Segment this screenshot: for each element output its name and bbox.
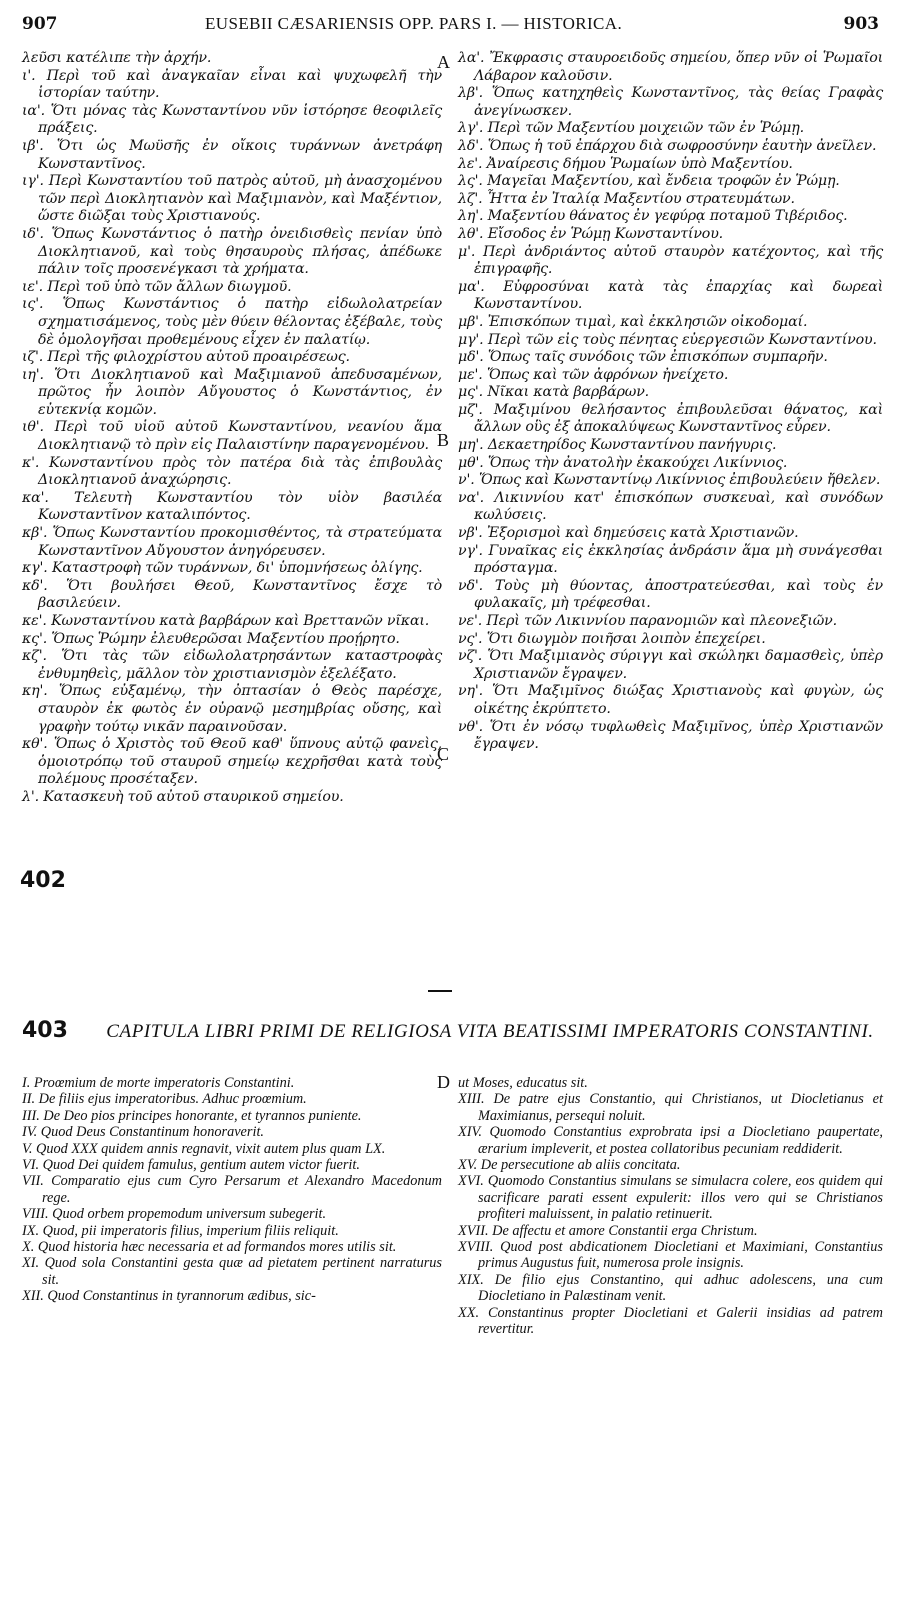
latin-chapter-entry: VII. Comparatio ejus cum Cyro Persarum et Alexandro Macedonum rege. — [22, 1173, 442, 1206]
latin-chapter-entry: I. Proœmium de morte imperatoris Constantini. — [22, 1075, 295, 1091]
greek-chapter-entry: ια'. Ὅτι μόνας τὰς Κωνσταντίνου νῦν ἱστόρησε θεοφιλεῖς πράξεις. — [22, 102, 442, 137]
section-separator — [428, 990, 452, 992]
page-number-right: 903 — [843, 14, 879, 34]
greek-chapter-entry: λς'. Μαγεῖαι Μαξεντίου, καὶ ἔνδεια τροφῶν ἐν Ῥώμῃ. — [458, 173, 840, 190]
greek-chapter-entry: ιθ'. Περὶ τοῦ υἱοῦ αὐτοῦ Κωνσταντίνου, νεανίου ἅμα Διοκλητιανῷ τὸ πρὶν εἰς Παλαιστίνην παραγενομένου. — [22, 419, 442, 454]
latin-chapter-entry: VIII. Quod orbem propemodum universum subegerit. — [22, 1206, 327, 1223]
latin-chapter-entry: X. Quod historia hæc necessaria et ad formandos mores utilis sit. — [22, 1239, 397, 1256]
greek-chapter-entry: κδ'. Ὅτι βουλήσει Θεοῦ, Κωνσταντῖνος ἔσχε τὸ βασιλεύειν. — [22, 577, 442, 612]
greek-chapter-entry: νζ'. Ὅτι Μαξιμιανὸς σύριγγι καὶ σκώληκι δαμασθεὶς, ὑπὲρ Χριστιανῶν ἔγραψεν. — [458, 648, 883, 682]
latin-chapter-list-right — [458, 1075, 883, 1338]
greek-chapter-entry: νς'. Ὅτι διωγμὸν ποιῆσαι λοιπὸν ἐπεχείρει. — [458, 630, 766, 647]
greek-chapter-entry: κς'. Ὅπως Ῥώμην ἐλευθερῶσαι Μαξεντίου προῄρητο. — [22, 630, 400, 647]
greek-chapter-entry: ιγ'. Περὶ Κωνσταντίου τοῦ πατρὸς αὐτοῦ, μὴ ἀνασχομένου τῶν περὶ Διοκλητιανὸν καὶ Μαξιμιανὸν, καὶ Μαξέντιον, ὥστε διῶξαι τοὺς Χριστιανούς. — [22, 173, 442, 225]
greek-chapter-entry: νη'. Ὅτι Μαξιμῖνος διώξας Χριστιανοὺς καὶ φυγὼν, ὡς οἰκέτης ἐκρύπτετο. — [458, 683, 883, 717]
greek-chapter-entry: μγ'. Περὶ τῶν εἰς τοὺς πένητας εὐεργεσιῶν Κωνσταντίνου. — [458, 331, 877, 348]
greek-chapter-entry: λθ'. Εἴσοδος ἐν Ῥώμῃ Κωνσταντίνου. — [458, 225, 724, 242]
latin-chapter-entry: II. De filiis ejus imperatoribus. Adhuc proœmium. — [22, 1091, 307, 1108]
greek-chapter-entry: μδ'. Ὅπως ταῖς συνόδοις τῶν ἐπισκόπων συμπαρῆν. — [458, 349, 828, 366]
greek-chapter-entry: ιδ'. Ὅπως Κωνστάντιος ὁ πατὴρ ὀνειδισθεὶς πενίαν ὑπὸ Διοκλητιανοῦ, καὶ τοὺς θησαυροὺς πλήσας, ἀπέδωκε πάλιν τοῖς προσενέγκασι τὰ χρήματα. — [22, 225, 442, 278]
latin-chapter-entry: XIV. Quomodo Constantius exprobrata ipsi a Diocletiano paupertate, ærarium impleverit, et postea collatoribus pecuniam reddiderit. — [458, 1124, 883, 1157]
latin-chapter-entry: XVIII. Quod post abdicationem Diocletiani et Maximiani, Constantius primus Augustus fuit, numerosa prole insignis. — [458, 1239, 883, 1272]
latin-chapter-entry: IV. Quod Deus Constantinum honoraverit. — [22, 1124, 264, 1141]
greek-chapter-entry: μς'. Νῖκαι κατὰ βαρβάρων. — [458, 384, 650, 401]
greek-chapter-entry: νε'. Περὶ τῶν Λικιννίου παρανομιῶν καὶ πλεονεξιῶν. — [458, 613, 837, 629]
greek-chapter-entry: λγ'. Περὶ τῶν Μαξεντίου μοιχειῶν τῶν ἐν Ῥώμῃ. — [458, 120, 804, 137]
greek-chapter-entry: νδ'. Τοὺς μὴ θύοντας, ἀποστρατεύεσθαι, καὶ τοὺς ἐν φυλακαῖς, μὴ τρέφεσθαι. — [458, 577, 883, 612]
greek-chapter-entry: να'. Λικιννίου κατ' ἐπισκόπων συσκευαὶ, καὶ συνόδων κωλύσεις. — [458, 489, 883, 524]
greek-chapter-entry: ιε'. Περὶ τοῦ ὑπὸ τῶν ἄλλων διωγμοῦ. — [22, 278, 292, 295]
latin-chapter-entry: XI. Quod sola Constantini gesta quæ ad pietatem pertinent narraturus sit. — [22, 1255, 442, 1288]
greek-chapter-entry: μ'. Περὶ ἀνδριάντος αὐτοῦ σταυρὸν κατέχοντος, καὶ τῆς ἐπιγραφῆς. — [458, 243, 883, 278]
running-head — [0, 10, 901, 40]
latin-chapter-entry: VI. Quod Dei quidem famulus, gentium autem victor fuerit. — [22, 1157, 360, 1174]
margin-letter-b: B — [437, 430, 450, 450]
latin-chapter-entry: III. De Deo pios principes honorante, et tyrannos puniente. — [22, 1107, 362, 1124]
greek-chapter-entry: κα'. Τελευτὴ Κωνσταντίου τὸν υἱὸν βασιλέα Κωνσταντῖνον καταλιπόντος. — [22, 489, 442, 524]
running-title: EUSEBII CÆSARIENSIS OPP. PARS I. — HISTORICA. — [205, 14, 623, 33]
greek-chapter-list-right — [458, 50, 883, 754]
latin-chapter-entry: ut Moses, educatus sit. — [458, 1075, 588, 1091]
greek-chapter-entry: λη'. Μαξεντίου θάνατος ἐν γεφύρᾳ ποταμοῦ Τιβέριδος. — [458, 208, 848, 225]
greek-chapter-entry: κε'. Κωνσταντίνου κατὰ βαρβάρων καὶ Βρεττανῶν νῖκαι. — [22, 613, 430, 629]
greek-chapter-entry: κγ'. Καταστροφὴ τῶν τυράννων, δι' ὑπομνήσεως ὀλίγης. — [22, 560, 423, 577]
latin-chapter-entry: XIX. De filio ejus Constantino, qui adhuc adolescens, una cum Diocletiano in Palæstinam venit. — [458, 1271, 883, 1305]
greek-chapter-entry: λα'. Ἔκφρασις σταυροειδοῦς σημείου, ὅπερ νῦν οἱ Ῥωμαῖοι Λάβαρον καλοῦσιν. — [458, 50, 883, 84]
greek-chapter-entry: νβ'. Ἐξορισμοὶ καὶ δημεύσεις κατὰ Χριστιανῶν. — [458, 525, 799, 542]
margin-letter-c: C — [437, 744, 450, 764]
latin-chapter-entry: XVII. De affectu et amore Constantii erga Christum. — [458, 1222, 758, 1239]
greek-chapter-entry: νθ'. Ὅτι ἐν νόσῳ τυφλωθεὶς Μαξιμῖνος, ὑπὲρ Χριστιανῶν ἔγραψεν. — [458, 718, 883, 753]
greek-chapter-entry: ιβ'. Ὅτι ὡς Μωϋσῆς ἐν οἴκοις τυράννων ἀνετράφη Κωνσταντῖνος. — [22, 137, 442, 172]
greek-chapter-entry: ν'. Ὅπως καὶ Κωνσταντίνῳ Λικίννιος ἐπιβουλεύειν ἤθελεν. — [458, 472, 881, 489]
page-number-left: 907 — [22, 14, 58, 34]
margin-letter-a: A — [437, 52, 450, 72]
greek-chapter-entry: λε'. Ἀναίρεσις δήμου Ῥωμαίων ὑπὸ Μαξεντίου. — [458, 155, 793, 172]
greek-chapter-entry: λβ'. Ὅπως κατηχηθεὶς Κωνσταντῖνος, τὰς θείας Γραφὰς ἀνεγίνωσκεν. — [458, 85, 883, 119]
greek-chapter-entry: ι'. Περὶ τοῦ καὶ ἀναγκαῖαν εἶναι καὶ ψυχωφελῆ τὴν ἱστορίαν ταύτην. — [22, 67, 442, 102]
section-heading: CAPITULA LIBRI PRIMI DE RELIGIOSA VITA BEATISSIMI IMPERATORIS CONSTANTINI. — [106, 1021, 874, 1042]
greek-chapter-entry: λδ'. Ὅπως ἡ τοῦ ἐπάρχου διὰ σωφροσύνην ἑαυτὴν ἀνεῖλεν. — [458, 137, 877, 154]
greek-chapter-entry: λεῦσι κατέλιπε τὴν ἀρχήν. — [22, 50, 212, 66]
greek-chapter-entry: κ'. Κωνσταντίνου πρὸς τὸν πατέρα διὰ τὰς ἐπιβουλὰς Διοκλητιανοῦ ἀναχώρησις. — [22, 454, 442, 489]
latin-chapter-entry: V. Quod XXX quidem annis regnavit, vixit autem plus quam LX. — [22, 1140, 386, 1157]
greek-chapter-entry: λ'. Κατασκευὴ τοῦ αὐτοῦ σταυρικοῦ σημείου. — [22, 788, 344, 805]
column-marker-403: 403 — [22, 1018, 68, 1043]
greek-chapter-entry: με'. Ὅπως καὶ τῶν ἀφρόνων ἠνείχετο. — [458, 366, 729, 383]
latin-chapter-entry: XVI. Quomodo Constantius simulans se simulacra colere, eos quidem qui sacrificare parati essent expulerit: illos vero qui se Christianos profiteri maluissent, in palatio retinuerit. — [458, 1173, 883, 1223]
greek-chapter-entry: κθ'. Ὅπως ὁ Χριστὸς τοῦ Θεοῦ καθ' ὕπνους αὐτῷ φανεὶς, ὁμοιοτρόπῳ τοῦ σταυροῦ σημείῳ κεχρῆσθαι κατὰ τοὺς πολέμους προσέταξεν. — [22, 736, 442, 788]
greek-chapter-entry: ιη'. Ὅτι Διοκλητιανοῦ καὶ Μαξιμιανοῦ ἀπεδυσαμένων, πρῶτος ἦν λοιπὸν Αὔγουστος ὁ Κωνστάντιος, ἐν εὐτεκνίᾳ κομῶν. — [22, 366, 442, 418]
latin-chapter-entry: IX. Quod, pii imperatoris filius, imperium filiis reliquit. — [22, 1222, 339, 1239]
latin-chapter-entry: XIII. De patre ejus Constantio, qui Christianos, ut Diocletianus et Maximianus, persequi noluit. — [458, 1091, 883, 1124]
latin-chapter-entry: XII. Quod Constantinus in tyrannorum ædibus, sic- — [22, 1288, 316, 1305]
greek-chapter-entry: μα'. Εὐφροσύναι κατὰ τὰς ἐπαρχίας καὶ δωρεαὶ Κωνσταντίνου. — [458, 278, 883, 313]
greek-chapter-entry: μθ'. Ὅπως τὴν ἀνατολὴν ἐκακούχει Λικίννιος. — [458, 454, 788, 471]
latin-chapter-list-left — [22, 1075, 442, 1305]
greek-chapter-entry: μζ'. Μαξιμίνου θελήσαντος ἐπιβουλεῦσαι θάνατος, καὶ ἄλλων οὓς ἐξ ἀποκαλύψεως Κωνσταντῖνος εὗρεν. — [458, 401, 883, 436]
latin-chapter-entry: XV. De persecutione ab aliis concitata. — [458, 1157, 681, 1174]
greek-chapter-entry: ιζ'. Περὶ τῆς φιλοχρίστου αὐτοῦ προαιρέσεως. — [22, 349, 350, 366]
margin-letter-d: D — [437, 1072, 450, 1092]
greek-chapter-entry: κζ'. Ὅτι τὰς τῶν εἰδωλολατρησάντων καταστροφὰς ἐνθυμηθεὶς, μᾶλλον τὸν χριστιανισμὸν ἐξελέξατο. — [22, 648, 442, 682]
greek-chapter-entry: κη'. Ὅπως εὐξαμένῳ, τὴν ὀπτασίαν ὁ Θεὸς παρέσχε, σταυρὸν ἐκ φωτὸς ἐν οὐρανῷ μεσημβρίας οὔσης, καὶ γραφὴν τούτῳ νικᾶν παραινοῦσαν. — [22, 683, 442, 735]
greek-chapter-entry: ις'. Ὅπως Κωνστάντιος ὁ πατὴρ εἰδωλολατρείαν σχηματισάμενος, τοὺς μὲν θύειν θέλοντας ἐξέβαλε, τοὺς δὲ ὁμολογῆσαι προθεμένους εἶχεν ἐν παλατίῳ. — [22, 296, 442, 348]
greek-chapter-list-left — [22, 50, 442, 807]
greek-chapter-entry: κβ'. Ὅπως Κωνσταντίου προκομισθέντος, τὰ στρατεύματα Κωνσταντῖνον Αὔγουστον ἀνηγόρευσεν. — [22, 525, 442, 559]
greek-chapter-entry: μβ'. Ἐπισκόπων τιμαὶ, καὶ ἐκκλησιῶν οἰκοδομαί. — [458, 313, 808, 330]
latin-chapter-entry: XX. Constantinus propter Diocletiani et Galerii insidias ad patrem revertitur. — [458, 1304, 883, 1338]
greek-chapter-entry: λζ'. Ἧττα ἐν Ἰταλίᾳ Μαξεντίου στρατευμάτων. — [458, 190, 795, 207]
column-marker-402: 402 — [20, 868, 66, 893]
greek-chapter-entry: νγ'. Γυναῖκας εἰς ἐκκλησίας ἀνδράσιν ἅμα μὴ συνάγεσθαι πρόσταγμα. — [458, 542, 883, 577]
greek-chapter-entry: μη'. Δεκαετηρίδος Κωνσταντίνου πανήγυρις. — [458, 437, 777, 454]
